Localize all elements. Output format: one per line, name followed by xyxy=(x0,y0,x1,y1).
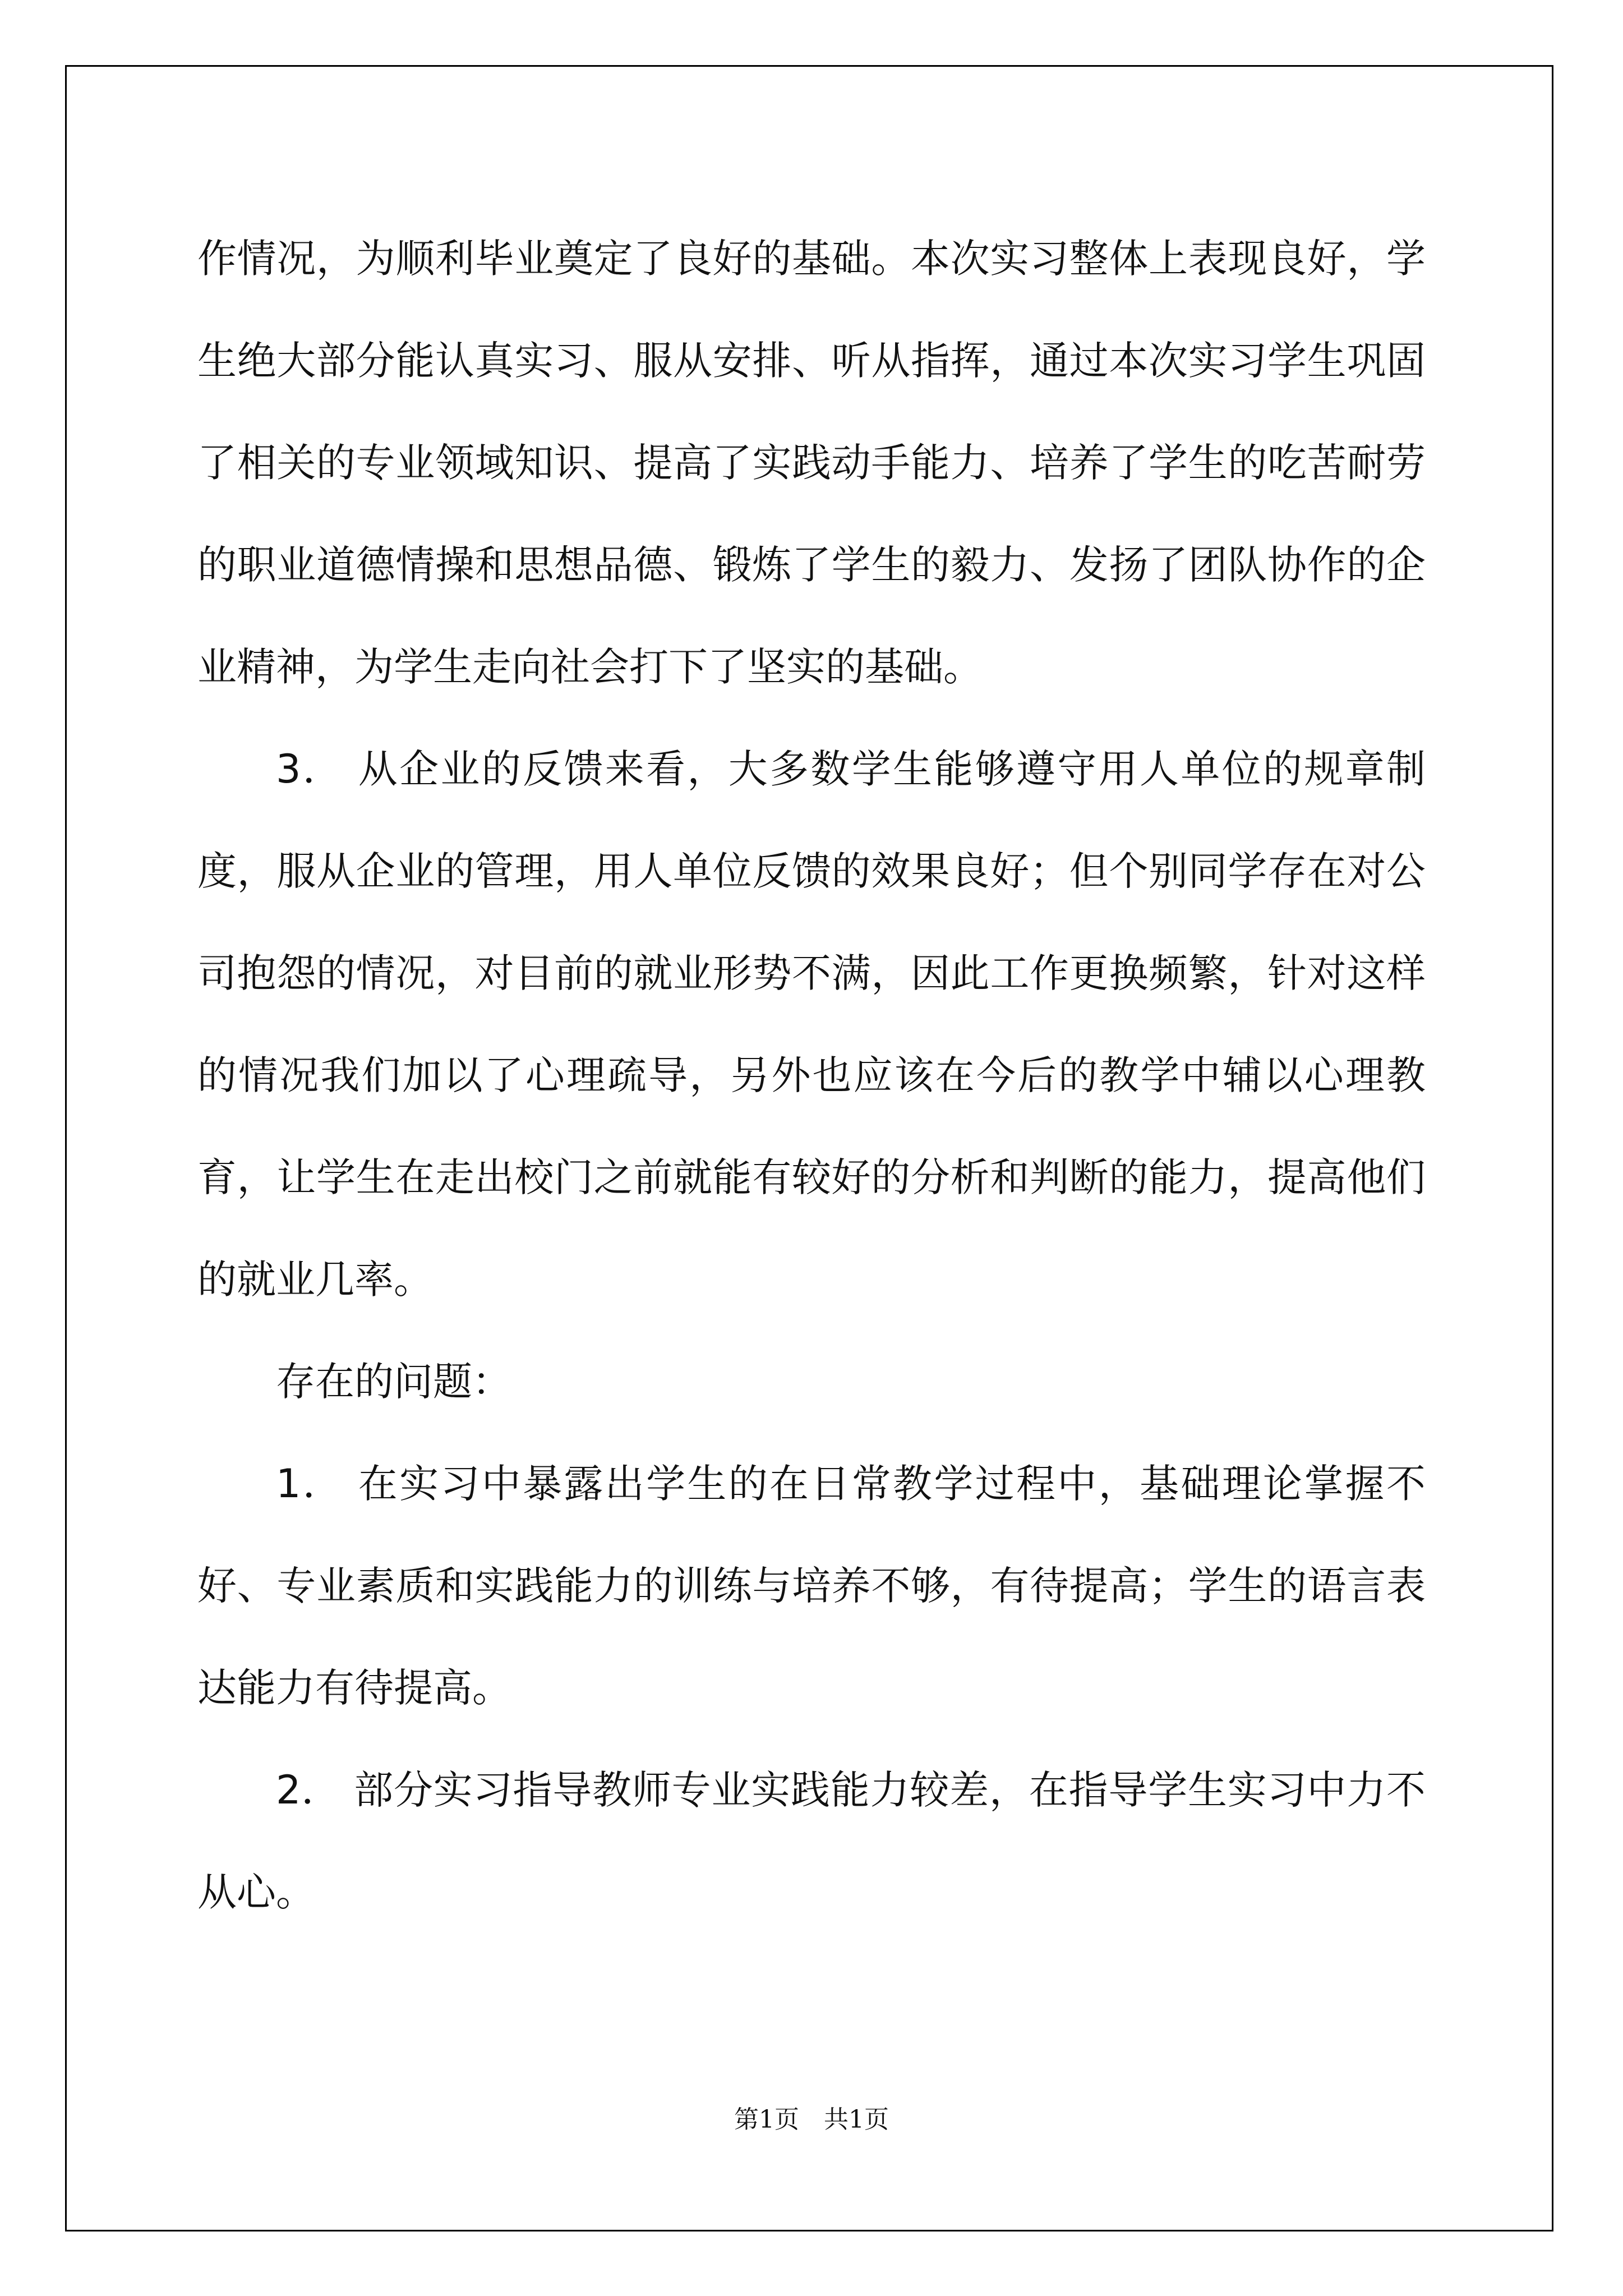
section-heading-problems: 存在的问题： xyxy=(276,1359,511,1405)
paragraph-2: 3． 从企业的反馈来看，大多数学生能够遵守用人单位的规章制度，服从企业的管理，用人单位反馈的效果良好；但个别同学存在对公司抱怨的情况，对目前的就业形势不满，因此工作更换频繁，针对这样的情况我们加以了心理疏导，另外也应该在今后的教学中辅以心理教育，让学生在走出校门之前就能有较好的分析和判断的能力，提高他们的就业几率。 xyxy=(197,746,1426,1303)
page-number-label: 第1页 共1页 xyxy=(734,2105,889,2134)
paragraph-1: 作情况，为顺利毕业奠定了良好的基础。本次实习整体上表现良好，学生绝大部分能认真实习、服从安排、听从指挥，通过本次实习学生巩固了相关的专业领域知识、提高了实践动手能力、培养了学生的吃苦耐劳的职业道德情操和思想品德、锻炼了学生的毅力、发扬了团队协作的企业精神，为学生走向社会打下了坚实的基础。 xyxy=(197,236,1426,690)
paragraph-3: 1． 在实习中暴露出学生的在日常教学过程中，基础理论掌握不好、专业素质和实践能力的训练与培养不够，有待提高；学生的语言表达能力有待提高。 xyxy=(197,1461,1426,1711)
page-footer xyxy=(0,2099,1623,2135)
paragraph-4: 2． 部分实习指导教师专业实践能力较差，在指导学生实习中力不从心。 xyxy=(197,1767,1426,1915)
document-body xyxy=(197,208,1426,1943)
